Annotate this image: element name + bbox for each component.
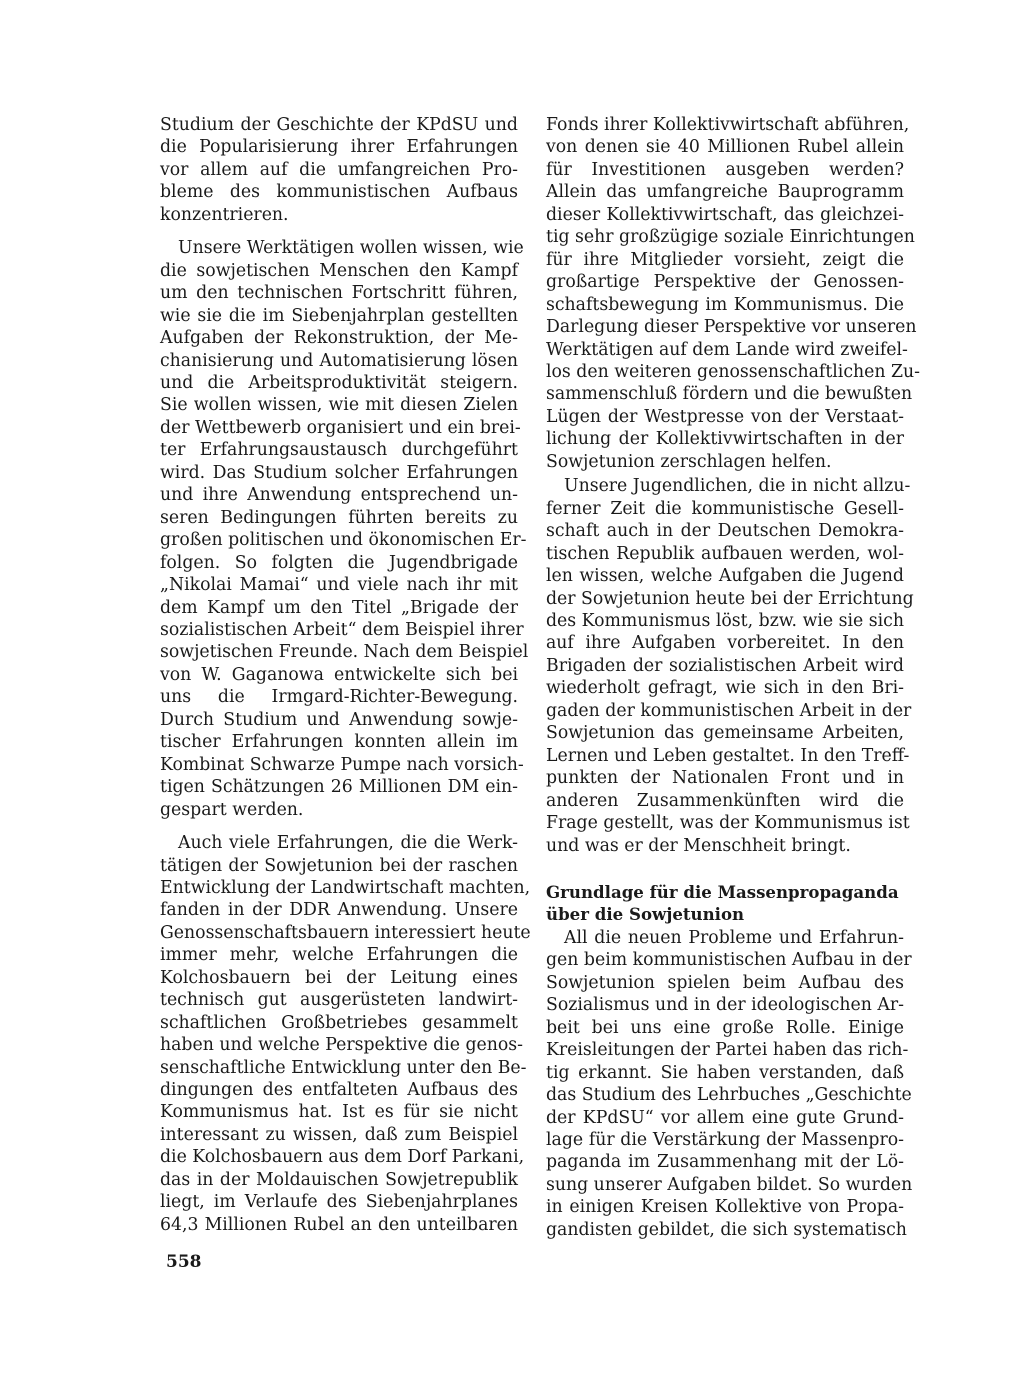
text-line: schaftlichen Großbetriebes gesammelt [160, 1012, 518, 1033]
text-line: tigen Schätzungen 26 Millionen DM ein- [160, 777, 518, 798]
text-line: in einigen Kreisen Kollektive von Propa- [546, 1197, 904, 1218]
left-text-column [160, 114, 531, 1236]
text-line: Lügen der Westpresse von der Verstaat- [546, 406, 904, 427]
text-line: Darlegung dieser Perspektive vor unseren [546, 317, 917, 338]
text-line: folgen. So folgten die Jugendbrigade [160, 552, 518, 573]
text-line: technisch gut ausgerüsteten landwirt- [160, 990, 518, 1011]
text-line: tätigen der Sowjetunion bei der raschen [160, 855, 518, 876]
paragraph [546, 927, 913, 1241]
paragraph [160, 114, 518, 226]
text-line: und ihre Anwendung entsprechend un- [160, 485, 518, 506]
text-line: die Kolchosbauern aus dem Dorf Parkani, [160, 1147, 525, 1168]
text-line: gespart werden. [160, 799, 304, 820]
paragraph [546, 114, 920, 473]
text-line: wiederholt gefragt, wie sich in den Bri- [546, 678, 904, 699]
text-line: liegt, im Verlaufe des Siebenjahrplanes [160, 1192, 518, 1213]
text-line: sammenschluß fördern und die bewußten [546, 384, 913, 405]
text-line: Lernen und Leben gestaltet. In den Treff- [546, 745, 910, 766]
text-line: von W. Gaganowa entwickelte sich bei [160, 664, 518, 685]
text-line: ter Erfahrungsaustausch durchgeführt [160, 440, 518, 461]
text-line: lage für die Verstärkung der Massenpro- [546, 1130, 904, 1151]
text-line: senschaftliche Entwicklung unter den Be- [160, 1057, 527, 1078]
text-line: von denen sie 40 Millionen Rubel allein [546, 137, 904, 158]
text-line: Durch Studium und Anwendung sowje- [160, 709, 518, 730]
text-line: ferner Zeit die kommunistische Gesell- [546, 498, 904, 519]
text-line: lichung der Kollektivwirtschaften in der [546, 429, 904, 450]
text-line: tig sehr großzügige soziale Einrichtungen [546, 227, 915, 248]
text-line: bleme des kommunistischen Aufbaus [160, 182, 518, 203]
text-line: sowjetischen Freunde. Nach dem Beispiel [160, 642, 529, 663]
text-line: Genossenschaftsbauern interessiert heute [160, 922, 531, 943]
text-line: und die Arbeitsproduktivität steigern. [160, 372, 518, 393]
text-line: immer mehr, welche Erfahrungen die [160, 945, 518, 966]
text-line: tischer Erfahrungen konnten allein im [160, 732, 518, 753]
text-line: das Studium des Lehrbuches „Geschichte [546, 1085, 912, 1106]
text-line: um den technischen Fortschritt führen, [160, 283, 518, 304]
paragraph [546, 475, 914, 857]
text-line: gandisten gebildet, die sich systematisch [546, 1219, 907, 1240]
text-line: Auch viele Erfahrungen, die die Werk- [178, 833, 518, 854]
text-line: tischen Republik aufbauen werden, wol- [546, 543, 904, 564]
text-line: für ihre Mitglieder vorsieht, zeigt die [546, 249, 904, 270]
text-line: Kombinat Schwarze Pumpe nach vorsich- [160, 754, 524, 775]
text-line: Werktätigen auf dem Lande wird zweifel- [546, 339, 908, 360]
section-heading [546, 881, 904, 925]
text-line: punkten der Nationalen Front und in [546, 768, 904, 789]
text-line: Grundlage für die Massenpropaganda [546, 881, 899, 902]
text-line: beit bei uns eine große Rolle. Einige [546, 1017, 904, 1038]
text-line: seren Bedingungen führten bereits zu [160, 507, 518, 528]
text-line: großartige Perspektive der Genossen- [546, 272, 904, 293]
text-line: haben und welche Perspektive die genos- [160, 1035, 523, 1056]
text-line: sung unserer Aufgaben bildet. So wurden [546, 1174, 913, 1195]
text-line: Entwicklung der Landwirtschaft machten, [160, 877, 531, 898]
text-line: All die neuen Probleme und Erfahrun- [564, 927, 904, 948]
text-line: Sowjetunion zerschlagen helfen. [546, 451, 832, 472]
text-line: interessant zu wissen, daß zum Beispiel [160, 1124, 518, 1145]
text-line: großen politischen und ökonomischen Er- [160, 530, 527, 551]
paragraph [160, 237, 529, 821]
paragraph [160, 832, 531, 1236]
text-line: dieser Kollektivwirtschaft, das gleichzei- [546, 204, 904, 225]
text-line: len wissen, welche Aufgaben die Jugend [546, 566, 904, 587]
text-line: Unsere Werktätigen wollen wissen, wie [178, 238, 524, 259]
text-line: dingungen des entfalteten Aufbaus des [160, 1080, 518, 1101]
text-line: der Wettbewerb organisiert und ein brei- [160, 417, 521, 438]
text-line: anderen Zusammenkünften wird die [546, 790, 904, 811]
text-line: Aufgaben der Rekonstruktion, der Me- [160, 328, 518, 349]
text-line: tig erkannt. Sie haben verstanden, daß [546, 1062, 904, 1083]
text-line: wie sie die im Siebenjahrplan gestellten [160, 305, 518, 326]
text-line: vor allem auf die umfangreichen Pro- [160, 159, 518, 180]
text-line: Sowjetunion das gemeinsame Arbeiten, [546, 723, 904, 744]
text-line: Kommunismus hat. Ist es für sie nicht [160, 1102, 518, 1123]
text-line: und was er der Menschheit bringt. [546, 835, 851, 856]
text-line: konzentrieren. [160, 204, 289, 225]
text-line: sozialistischen Arbeit“ dem Beispiel ihrer [160, 619, 524, 640]
text-line: Sozialismus und in der ideologischen Ar- [546, 995, 904, 1016]
right-text-column [546, 114, 920, 1241]
text-line: Fonds ihrer Kollektivwirtschaft abführen, [546, 115, 910, 135]
text-line: „Nikolai Mamai“ und viele nach ihr mit [160, 575, 518, 596]
text-line: schaftsbewegung im Kommunismus. Die [546, 294, 904, 315]
text-line: los den weiteren genossenschaftlichen Zu- [546, 361, 920, 382]
text-line: Kreisleitungen der Partei haben das rich- [546, 1040, 909, 1061]
text-line: wird. Das Studium solcher Erfahrungen [160, 462, 518, 483]
text-line: gen beim kommunistischen Aufbau in der [546, 950, 912, 971]
text-line: Studium der Geschichte der KPdSU und [160, 115, 518, 135]
text-line: das in der Moldauischen Sowjetrepublik [160, 1169, 518, 1190]
text-line: die sowjetischen Menschen den Kampf [160, 260, 518, 281]
text-line: für Investitionen ausgeben werden? [546, 159, 904, 180]
text-line: paganda im Zusammenhang mit der Lö- [546, 1152, 904, 1173]
text-line: Sowjetunion spielen beim Aufbau des [546, 972, 904, 993]
text-line: gaden der kommunistischen Arbeit in der [546, 700, 912, 721]
text-line: des Kommunismus löst, bzw. wie sie sich [546, 610, 904, 631]
text-line: chanisierung und Automatisierung lösen [160, 350, 518, 371]
text-line: die Popularisierung ihrer Erfahrungen [160, 137, 518, 158]
page-number: 558 [166, 1252, 202, 1272]
text-line: über die Sowjetunion [546, 903, 745, 924]
text-line: auf ihre Aufgaben vorbereitet. In den [546, 633, 904, 654]
text-line: Brigaden der sozialistischen Arbeit wird [546, 655, 904, 676]
text-line: 64,3 Millionen Rubel an den unteilbaren [160, 1214, 518, 1235]
text-line: uns die Irmgard-Richter-Bewegung. [160, 687, 518, 708]
text-line: fanden in der DDR Anwendung. Unsere [160, 900, 518, 921]
text-line: der KPdSU“ vor allem eine gute Grund- [546, 1107, 904, 1128]
text-line: Kolchosbauern bei der Leitung eines [160, 967, 518, 988]
text-line: dem Kampf um den Titel „Brigade der [160, 597, 518, 618]
text-line: Allein das umfangreiche Bauprogramm [546, 182, 904, 203]
text-line: schaft auch in der Deutschen Demokra- [546, 521, 904, 542]
text-line: der Sowjetunion heute bei der Errichtung [546, 588, 914, 609]
text-line: Sie wollen wissen, wie mit diesen Zielen [160, 395, 518, 416]
text-line: Unsere Jugendlichen, die in nicht allzu- [564, 476, 911, 497]
text-line: Frage gestellt, was der Kommunismus ist [546, 813, 910, 834]
